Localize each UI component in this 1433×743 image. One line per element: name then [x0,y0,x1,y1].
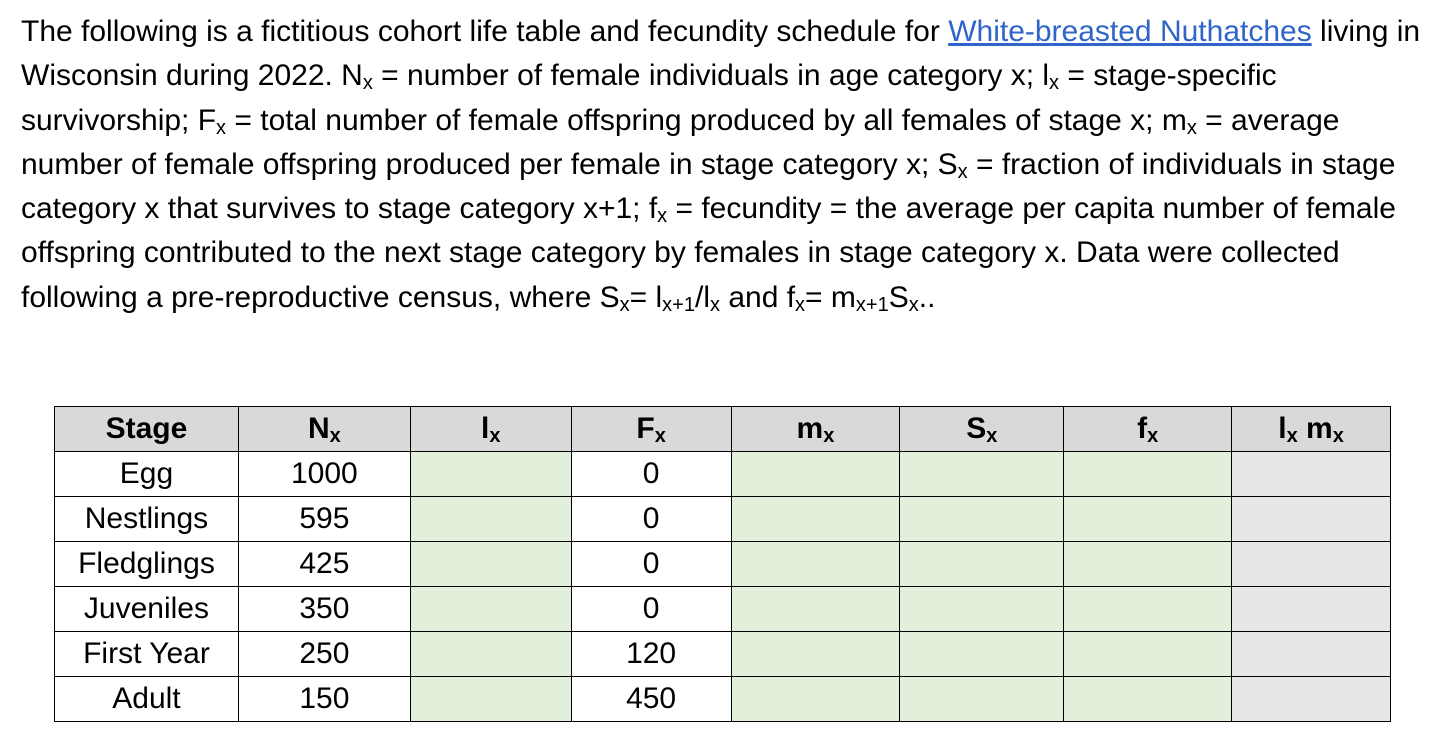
sx-answer-cell[interactable] [900,452,1064,497]
table-row [55,497,1391,542]
table-row [55,677,1391,722]
header-lx: $l_x$ [410,407,571,452]
lx-answer-cell[interactable] [410,677,571,722]
nx-cell: 250 [238,632,410,677]
nx-cell: 150 [238,677,410,722]
header-mx: $m_x$ [731,407,900,452]
table-row [55,632,1391,677]
intro-paragraph: The following is a fictitious cohort life table and fecundity schedule for White-breasted Nuthatches living in Wisconsin during 2022. $N_x$ = number of female individuals in age category x; $l_x$ = stage-specific survivorship; $F_x$ = total number of female offspring produced by all females of stage x; $m_x$ = average number of female offspring produced per female in stage category x; $S_x$ = fraction of individuals in stage category x that survives to stage category x+1; $f_x$ = fecundity = the average per capita number of female offspring contributed to the next stage category by females in stage category x. Data were collected following a pre-reproductive census, where $S_x= l_{x+1}/l_x$ and $f_x= m_{x+1}S_x$.. [21,15,1421,316]
table-row [55,542,1391,587]
lx-answer-cell[interactable] [410,587,571,632]
header-nx: $N_x$ [238,407,410,452]
fecundity-answer-cell[interactable] [1064,677,1232,722]
fecundity-answer-cell[interactable] [1064,452,1232,497]
lx-answer-cell[interactable] [410,497,571,542]
fx-total-cell: 450 [571,677,731,722]
fecundity-answer-cell[interactable] [1064,632,1232,677]
fx-total-cell: 120 [571,632,731,677]
mx-answer-cell[interactable] [731,542,900,587]
life-table [54,406,1391,722]
nx-cell: 1000 [238,452,410,497]
mx-answer-cell[interactable] [731,587,900,632]
lx-answer-cell[interactable] [410,632,571,677]
header-row [55,407,1391,452]
stage-cell: Juveniles [55,587,239,632]
fx-total-cell: 0 [571,452,731,497]
mx-answer-cell[interactable] [731,452,900,497]
mx-answer-cell[interactable] [731,632,900,677]
lx-mx-answer-cell[interactable] [1232,587,1391,632]
lx-mx-answer-cell[interactable] [1232,542,1391,587]
stage-cell: Adult [55,677,239,722]
nx-cell: 350 [238,587,410,632]
sx-answer-cell[interactable] [900,542,1064,587]
lx-mx-answer-cell[interactable] [1232,632,1391,677]
stage-cell: First Year [55,632,239,677]
fx-total-cell: 0 [571,542,731,587]
fx-total-cell: 0 [571,587,731,632]
fecundity-answer-cell[interactable] [1064,587,1232,632]
header-lx-mx: $l_x$ $m_x$ [1232,407,1391,452]
nuthatch-link[interactable]: White-breasted Nuthatches [948,15,1312,48]
lx-answer-cell[interactable] [410,452,571,497]
sx-answer-cell[interactable] [900,497,1064,542]
lx-mx-answer-cell[interactable] [1232,497,1391,542]
stage-cell: Fledglings [55,542,239,587]
sx-answer-cell[interactable] [900,677,1064,722]
nx-cell: 595 [238,497,410,542]
header-fx-total: $F_x$ [571,407,731,452]
stage-cell: Nestlings [55,497,239,542]
fecundity-answer-cell[interactable] [1064,542,1232,587]
header-fecundity: $f_x$ [1064,407,1232,452]
table-row [55,587,1391,632]
nx-cell: 425 [238,542,410,587]
fecundity-answer-cell[interactable] [1064,497,1232,542]
lx-mx-answer-cell[interactable] [1232,677,1391,722]
lx-answer-cell[interactable] [410,542,571,587]
sx-answer-cell[interactable] [900,587,1064,632]
fx-total-cell: 0 [571,497,731,542]
header-sx: $S_x$ [900,407,1064,452]
mx-answer-cell[interactable] [731,497,900,542]
header-stage: Stage [55,407,239,452]
lx-mx-answer-cell[interactable] [1232,452,1391,497]
sx-answer-cell[interactable] [900,632,1064,677]
table-row [55,452,1391,497]
stage-cell: Egg [55,452,239,497]
mx-answer-cell[interactable] [731,677,900,722]
